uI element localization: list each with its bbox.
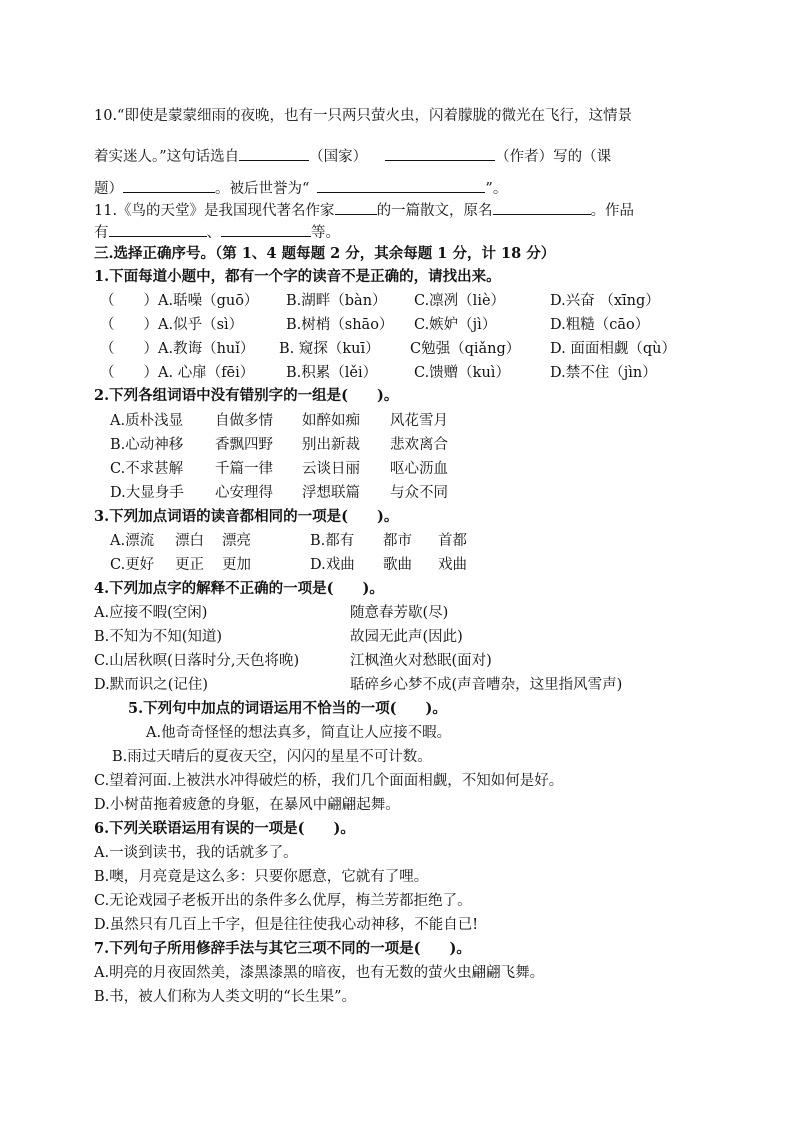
q2-row4-c1[interactable]: D.大显身手 <box>110 485 184 501</box>
q3-row2-d1[interactable]: D.戏曲 <box>310 557 355 573</box>
q10-line3-text-c: ”。 <box>485 181 508 197</box>
q4-row3-right: 江枫渔火对愁眠(面对) <box>350 653 492 669</box>
q1-row1-c[interactable]: C.凛冽（liè） <box>414 293 506 309</box>
q4-stem: 4.下列加点字的解释不正确的一项是( )。 <box>94 580 384 597</box>
q11-line2-text-a: 有 <box>94 225 109 241</box>
q2-stem: 2.下列各组词语中没有错别字的一组是( )。 <box>94 387 399 404</box>
q11-line1 <box>94 200 634 221</box>
q5-stem: 5.下列句中加点的词语运用不恰当的一项( )。 <box>128 700 447 717</box>
q1-row2-b[interactable]: B.树梢（shāo） <box>286 317 394 333</box>
q1-row4-c[interactable]: C.馈赠（kuì） <box>414 365 510 381</box>
q10-praise-blank[interactable] <box>317 178 485 193</box>
q3-row2-c1[interactable]: C.更好 <box>110 557 155 573</box>
q1-row3-c[interactable]: C勉强（qiǎng） <box>410 341 521 357</box>
q3-row1-b1[interactable]: B.都有 <box>310 533 355 549</box>
q1-row3-b[interactable]: B. 窥探（kuī） <box>279 341 380 357</box>
q2-row4-c3: 浮想联篇 <box>302 485 360 501</box>
q11-line2 <box>94 222 340 243</box>
q1-stem: 1.下面每道小题中，都有一个字的读音不是正确的，请找出来。 <box>94 268 501 285</box>
q3-row1-a1[interactable]: A.漂流 <box>110 533 155 549</box>
q7-option-b[interactable]: B.书，被人们称为人类文明的“长生果”。 <box>94 989 357 1005</box>
q5-option-b[interactable]: B.雨过天晴后的夏夜天空，闪闪的星星不可计数。 <box>112 749 432 765</box>
q1-row2-d[interactable]: D.粗糙（cāo） <box>550 317 650 333</box>
q1-row4-a[interactable]: （ ）A. 心扉（fēi） <box>100 365 255 381</box>
q10-title-blank[interactable] <box>123 178 215 193</box>
q4-row4-left[interactable]: D.默而识之(记住) <box>94 677 209 693</box>
q7-option-a[interactable]: A.明亮的月夜固然美，漆黑漆黑的暗夜，也有无数的萤火虫翩翩飞舞。 <box>94 965 545 981</box>
q2-row2-c3: 别出新裁 <box>302 437 360 453</box>
q2-row3-c4: 呕心沥血 <box>390 461 448 477</box>
q3-row1-a2: 漂白 <box>175 533 204 549</box>
q6-stem: 6.下列关联语运用有误的一项是( )。 <box>94 820 355 837</box>
q1-row1-a[interactable]: （ ）A.聒噪（guō） <box>100 293 259 309</box>
q3-row1-b2: 都市 <box>383 533 412 549</box>
q1-row2-a[interactable]: （ ）A.似乎（sì） <box>100 317 244 333</box>
q5-option-c[interactable]: C.望着河面.上被洪水冲得破烂的桥，我们几个面面相觑，不知如何是好。 <box>94 773 564 789</box>
q2-row1-c3: 如醉如痴 <box>302 413 360 429</box>
q10-line2-text-a: 着实迷人。”这句话选自 <box>94 149 240 165</box>
q2-row4-c2: 心安理得 <box>215 485 273 501</box>
q11-line1-text-c: 。作品 <box>590 203 635 219</box>
q2-row1-c4: 风花雪月 <box>390 413 448 429</box>
q1-row3-d[interactable]: D. 面面相觑（qù） <box>550 341 676 357</box>
q6-option-c[interactable]: C.无论戏园子老板开出的条件多么优厚，梅兰芳都拒绝了。 <box>94 893 472 909</box>
q3-row2-d2: 歌曲 <box>383 557 412 573</box>
q3-row1-a3: 漂亮 <box>222 533 251 549</box>
q1-row3-a[interactable]: （ ）A.教诲（huǐ） <box>100 341 255 357</box>
q10-line2-text-b: （国家） <box>309 149 368 165</box>
q4-row4-right: 聒碎乡心梦不成(声音嘈杂，这里指风雪声) <box>350 677 623 693</box>
q1-row4-b[interactable]: B.积累（lěi） <box>286 365 378 381</box>
q6-option-b[interactable]: B.噢，月亮竟是这么多：只要你愿意，它就有了哩。 <box>94 869 429 885</box>
q10-line2 <box>94 146 611 167</box>
q2-row3-c2: 千篇一律 <box>215 461 273 477</box>
q4-row2-right: 故园无此声(因此) <box>350 629 463 645</box>
q2-row2-c2: 香飘四野 <box>215 437 273 453</box>
q4-row3-left[interactable]: C.山居秋暝(日落时分,天色将晚) <box>94 653 300 669</box>
q4-row2-left[interactable]: B.不知为不知(知道) <box>94 629 223 645</box>
q11-original-title-blank[interactable] <box>493 200 591 215</box>
q10-country-blank[interactable] <box>239 146 309 161</box>
q3-row2-c3: 更加 <box>222 557 251 573</box>
section3-title: 三.选择正确序号。（第 1、4 题每题 2 分，其余每题 1 分，计 18 分） <box>94 245 556 262</box>
q11-line1-text-b: 的一篇散文，原名 <box>376 203 493 219</box>
q6-option-d[interactable]: D.虽然只有几百上千字，但是往往使我心动神移，不能自已! <box>94 917 479 933</box>
q11-line2-text-b: 、 <box>206 225 221 241</box>
q6-option-a[interactable]: A.一谈到读书，我的话就多了。 <box>94 845 298 861</box>
q11-work1-blank[interactable] <box>109 222 207 237</box>
q5-option-d[interactable]: D.小树苗拖着疲惫的身躯，在暴风中翩翩起舞。 <box>94 797 400 813</box>
q3-row2-c2: 更正 <box>175 557 204 573</box>
q2-row3-c1[interactable]: C.不求甚解 <box>110 461 184 477</box>
q2-row1-c2: 自做多情 <box>215 413 273 429</box>
q3-row2-d3: 戏曲 <box>438 557 467 573</box>
q7-stem: 7.下列句子所用修辞手法与其它三项不同的一项是( )。 <box>94 940 471 957</box>
q5-option-a[interactable]: A.他奇奇怪怪的想法真多，简直让人应接不暇。 <box>146 725 452 741</box>
q10-line3-text-a: 题） <box>94 181 123 197</box>
q2-row3-c3: 云谈日丽 <box>302 461 360 477</box>
q4-row1-right: 随意春芳歇(尽) <box>350 605 449 621</box>
q11-line1-text-a: 11.《鸟的天堂》是我国现代著名作家 <box>94 203 335 219</box>
q1-row1-d[interactable]: D.兴奋 （xīng） <box>550 293 660 309</box>
q3-stem: 3.下列加点词语的读音都相同的一项是( )。 <box>94 508 399 525</box>
q10-line3-text-b: 。被后世誉为“ <box>215 181 310 197</box>
q11-writer-blank[interactable] <box>335 200 377 215</box>
q4-row1-left[interactable]: A.应接不暇(空闲) <box>94 605 208 621</box>
q10-line2-text-c: （作者）写的（课 <box>495 149 612 165</box>
q10-line3 <box>94 178 507 199</box>
q10-line1: 10.“即使是蒙蒙细雨的夜晚，也有一只两只萤火虫，闪着朦胧的微光在飞行，这情景 <box>94 108 632 124</box>
q10-author-blank[interactable] <box>385 146 495 161</box>
q1-row2-c[interactable]: C.嫉妒（jì） <box>414 317 497 333</box>
q2-row2-c4: 悲欢离合 <box>390 437 448 453</box>
q3-row1-b3: 首都 <box>438 533 467 549</box>
q11-line2-text-c: 等。 <box>311 225 340 241</box>
q1-row1-b[interactable]: B.湖畔（bàn） <box>286 293 387 309</box>
q2-row1-c1[interactable]: A.质朴浅显 <box>110 413 184 429</box>
q1-row4-d[interactable]: D.禁不住（jìn） <box>550 365 657 381</box>
q2-row2-c1[interactable]: B.心动神移 <box>110 437 184 453</box>
q2-row4-c4: 与众不同 <box>390 485 448 501</box>
q11-work2-blank[interactable] <box>221 222 311 237</box>
